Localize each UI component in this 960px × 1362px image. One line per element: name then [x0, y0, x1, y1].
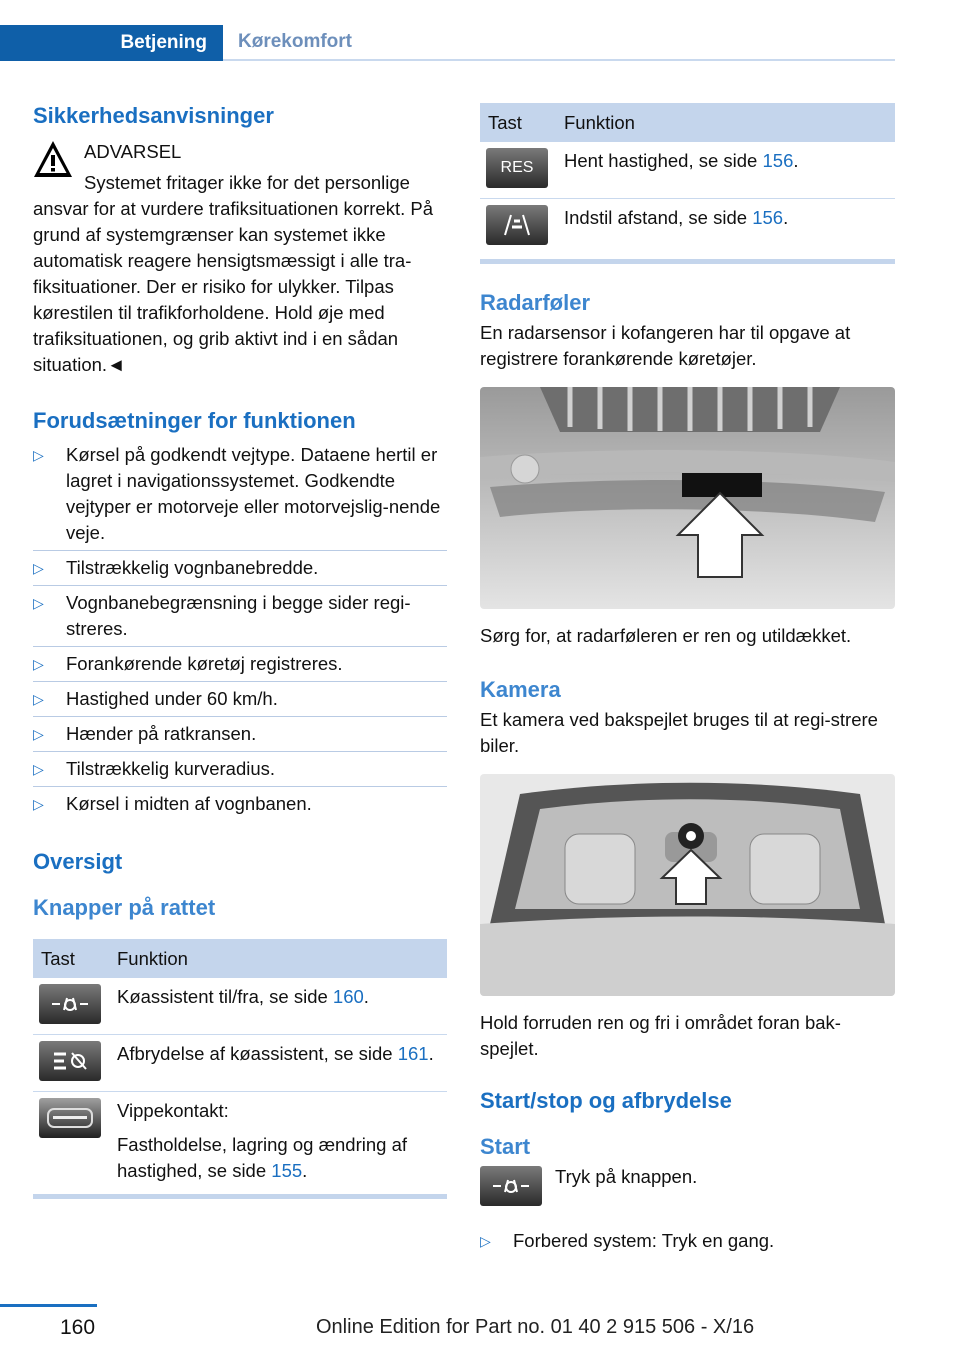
res-button-icon: RES [486, 148, 548, 188]
queue-assist-button-icon [39, 984, 101, 1024]
list-item: ▷ Hænder på ratkransen. [33, 721, 447, 756]
page-link[interactable]: 160 [332, 986, 364, 1007]
camera-caption: Hold forruden ren og fri i området foran bak-spejlet. [480, 1012, 841, 1059]
startstop-heading: Start/stop og afbrydelse [480, 1088, 732, 1113]
list-item: ▷ Kørsel i midten af vognbanen. [33, 791, 447, 821]
page-link[interactable]: 156 [752, 207, 784, 228]
col-key: Tast [33, 939, 109, 978]
bullet-triangle-icon: ▷ [33, 761, 44, 777]
table-row: Afbrydelse af køassistent, se side 161. [33, 1035, 447, 1092]
table-row: Vippekontakt: Fastholdelse, lagring og ændring af hastighed, se side 155. [33, 1092, 447, 1195]
table-end-bar [480, 259, 895, 264]
left-column [33, 103, 447, 1199]
page-number: 160 [60, 1316, 96, 1339]
radar-heading: Radarføler [480, 290, 591, 315]
col-function: Funktion [556, 103, 895, 142]
buttons-heading: Knapper på rattet [33, 895, 216, 920]
warning-triangle-icon [33, 139, 73, 179]
col-function: Funktion [109, 939, 447, 978]
chapter-tabs [0, 25, 895, 61]
buttons-table [33, 939, 447, 1194]
bullet-triangle-icon: ▷ [480, 1233, 491, 1249]
list-item: ▷ Forbered system: Tryk en gang. [480, 1228, 895, 1258]
rocker-switch-icon [39, 1098, 101, 1138]
warning-label: ADVARSEL [84, 141, 182, 162]
table-row: Køassistent til/fra, se side 160. [33, 978, 447, 1035]
start-heading: Start [480, 1134, 531, 1159]
bullet-triangle-icon: ▷ [33, 656, 44, 672]
start-list [480, 1228, 895, 1258]
page-link[interactable]: 155 [271, 1160, 303, 1181]
radar-caption: Sørg for, at radarføleren er ren og utildækket. [480, 625, 852, 646]
rocker-label: Vippekontakt: [117, 1100, 229, 1121]
list-item: ▷ Forankørende køretøj registreres. [33, 651, 447, 686]
list-item: ▷ Tilstrækkelig vognbanebredde. [33, 555, 447, 590]
warning-block [33, 139, 447, 378]
warning-text: Systemet fritager ikke for det personlige ansvar for at vurdere trafiksituationen korrekt. På grund af systemgrænser kan systemet ikke automatisk reagere hensigtsmæssigt i alle tra-fiksituationer. Der er risiko for ulykker. Tilpas kørestilen til trafikforholdene. Hold øje med trafiksituationen, og grib aktivt ind i en sådan situation.◄ [33, 172, 433, 375]
list-item: ▷ Hastighed under 60 km/h. [33, 686, 447, 721]
list-item: ▷ Vognbanebegrænsning i begge sider regi-streres. [33, 590, 447, 651]
footer-line [0, 1304, 97, 1307]
bullet-triangle-icon: ▷ [33, 560, 44, 576]
overview-heading: Oversigt [33, 849, 123, 874]
tab-betjening[interactable]: Betjening [0, 25, 223, 61]
camera-text: Et kamera ved bakspejlet bruges til at regi-strere biler. [480, 709, 878, 756]
keys-table [480, 103, 895, 255]
table-row: RES Hent hastighed, se side 156. [480, 142, 895, 199]
distance-button-icon [486, 205, 548, 245]
prereq-list [33, 442, 447, 821]
safety-heading: Sikkerhedsanvisninger [33, 103, 274, 128]
radar-text: En radarsensor i kofangeren har til opgave at registrere forankørende køretøjer. [480, 322, 851, 369]
bullet-triangle-icon: ▷ [33, 447, 44, 463]
table-row: Indstil afstand, se side 156. [480, 199, 895, 256]
tab-korekomfort[interactable]: Kørekomfort [238, 31, 353, 52]
bullet-triangle-icon: ▷ [33, 691, 44, 707]
queue-assist-button-icon [480, 1166, 542, 1206]
queue-assist-cancel-icon [39, 1041, 101, 1081]
radar-sensor-image [480, 387, 895, 609]
page-link[interactable]: 161 [397, 1043, 429, 1064]
bullet-triangle-icon: ▷ [33, 726, 44, 742]
start-block [480, 1166, 895, 1214]
edition-text: Online Edition for Part no. 01 40 2 915 506 - X/16 [316, 1316, 755, 1338]
right-column [480, 103, 895, 1258]
table-end-bar [33, 1194, 447, 1199]
prereq-heading: Forudsætninger for funktionen [33, 408, 356, 433]
list-item: ▷ Kørsel på godkendt vejtype. Dataene hertil er lagret i navigationssystemet. Godkendte vejtyper er motorveje eller motorvejslig-nende veje. [33, 442, 447, 555]
page-link[interactable]: 156 [762, 150, 794, 171]
bullet-triangle-icon: ▷ [33, 796, 44, 812]
camera-heading: Kamera [480, 677, 561, 702]
start-text: Tryk på knappen. [555, 1166, 698, 1187]
tab-underline [223, 59, 895, 61]
list-item: ▷ Tilstrækkelig kurveradius. [33, 756, 447, 791]
col-key: Tast [480, 103, 556, 142]
bullet-triangle-icon: ▷ [33, 595, 44, 611]
camera-image [480, 774, 895, 996]
